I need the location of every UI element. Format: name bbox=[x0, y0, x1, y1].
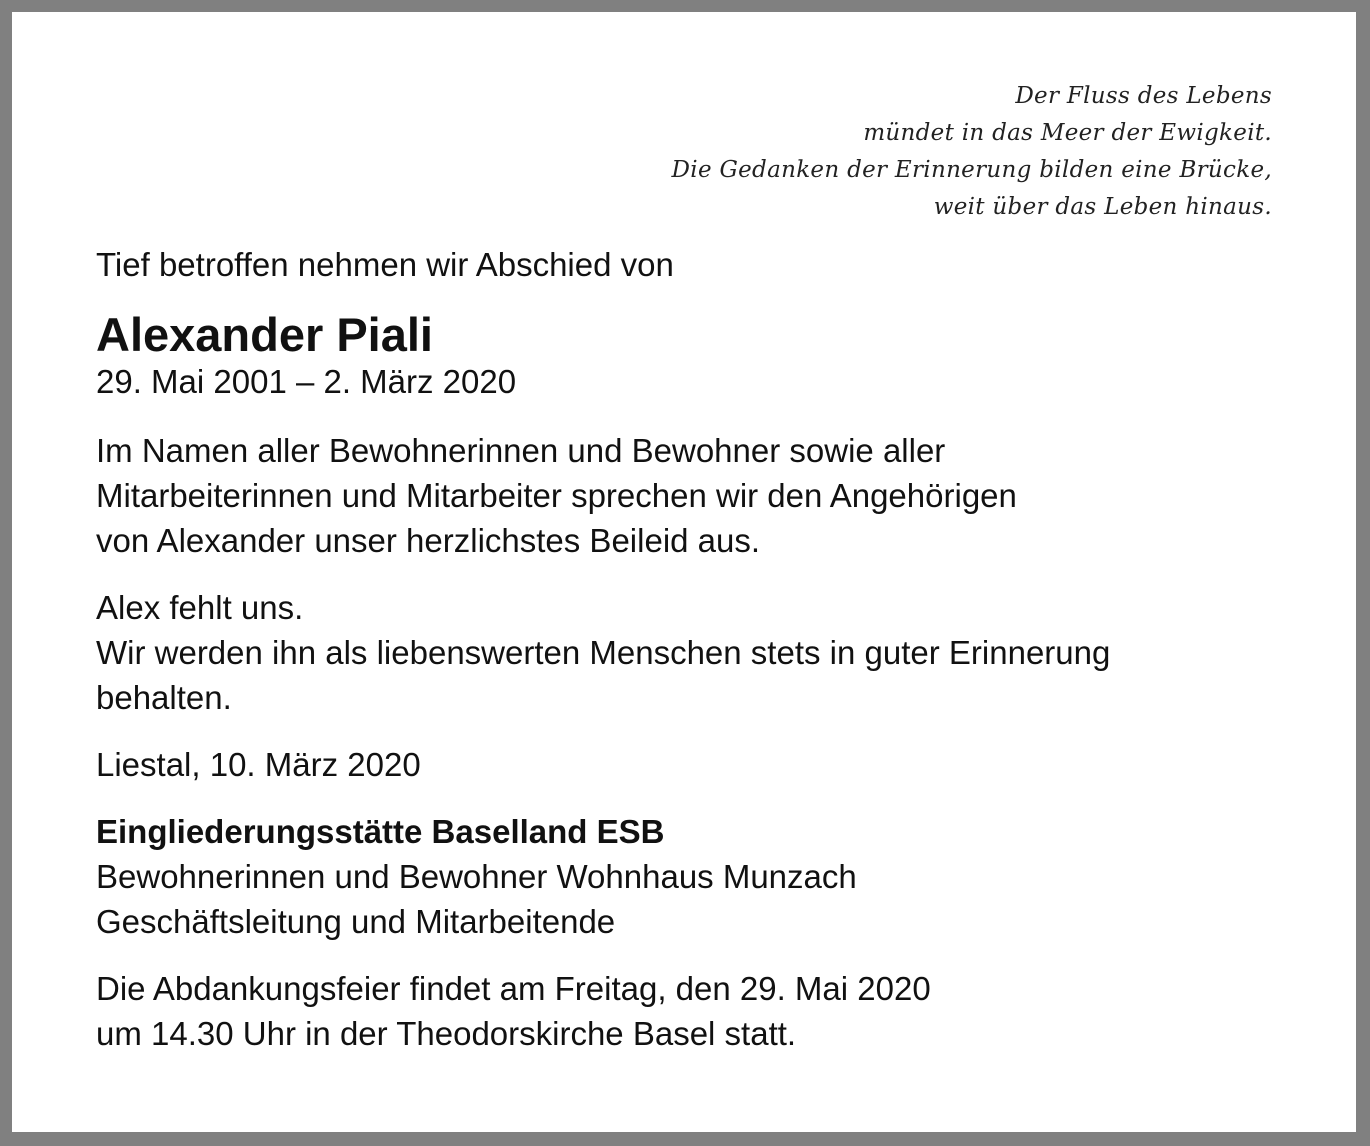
remembrance-line: Wir werden ihn als liebenswerten Menschen stets in guter Erinnerung bbox=[96, 634, 1111, 671]
signature-line: Geschäftsleitung und Mitarbeitende bbox=[96, 903, 616, 940]
poem-line: Der Fluss des Lebens bbox=[1015, 83, 1272, 109]
ceremony-paragraph bbox=[96, 966, 1296, 1056]
life-dates: 29. Mai 2001 – 2. März 2020 bbox=[96, 363, 517, 400]
condolence-line: Mitarbeiterinnen und Mitarbeiter sprechen wir den Angehörigen bbox=[96, 477, 1017, 514]
obituary-content bbox=[96, 242, 1296, 1056]
remembrance-line: behalten. bbox=[96, 679, 232, 716]
ceremony-line: Die Abdankungsfeier findet am Freitag, den 29. Mai 2020 bbox=[96, 970, 931, 1007]
signature-block bbox=[96, 809, 1296, 944]
poem-line: weit über das Leben hinaus. bbox=[933, 194, 1272, 220]
obituary-page bbox=[12, 12, 1356, 1132]
place-date: Liestal, 10. März 2020 bbox=[96, 746, 421, 783]
poem-line: Die Gedanken der Erinnerung bilden eine Brücke, bbox=[671, 157, 1272, 183]
intro-text: Tief betroffen nehmen wir Abschied von bbox=[96, 246, 674, 283]
remembrance-line: Alex fehlt uns. bbox=[96, 589, 304, 626]
signature-line: Bewohnerinnen und Bewohner Wohnhaus Munzach bbox=[96, 858, 857, 895]
condolence-paragraph bbox=[96, 428, 1296, 563]
condolence-line: Im Namen aller Bewohnerinnen und Bewohner sowie aller bbox=[96, 432, 946, 469]
poem-block bbox=[672, 78, 1272, 226]
deceased-name: Alexander Piali bbox=[96, 308, 433, 361]
organization-name: Eingliederungsstätte Baselland ESB bbox=[96, 813, 665, 850]
poem-line: mündet in das Meer der Ewigkeit. bbox=[863, 120, 1272, 146]
ceremony-line: um 14.30 Uhr in der Theodorskirche Basel statt. bbox=[96, 1015, 797, 1052]
condolence-line: von Alexander unser herzlichstes Beileid aus. bbox=[96, 522, 761, 559]
remembrance-paragraph bbox=[96, 585, 1296, 720]
